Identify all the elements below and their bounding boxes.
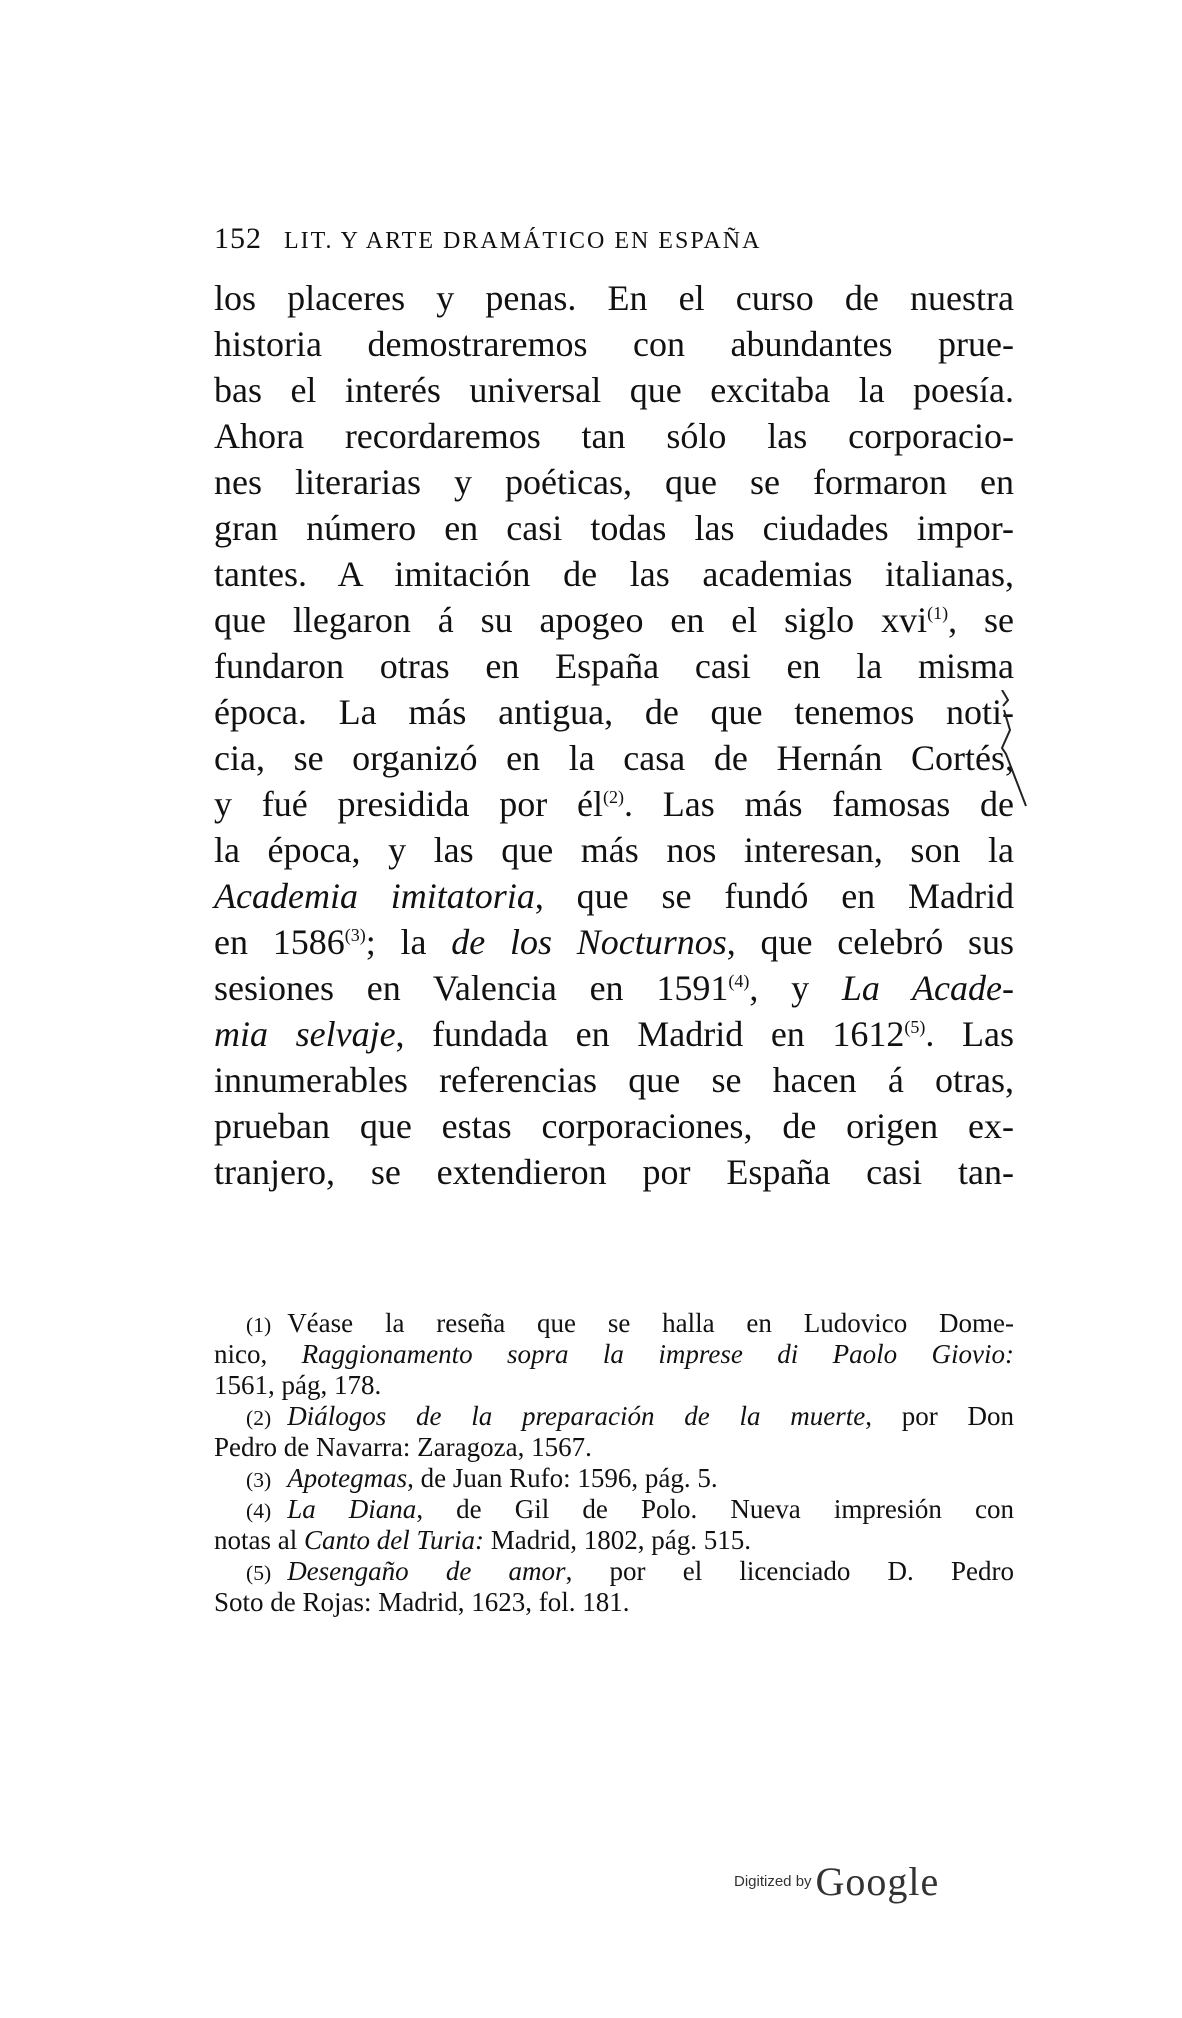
body-line [214,827,1014,873]
italic-title: de los Nocturnos [451,922,727,962]
body-line [214,321,1014,367]
digitized-watermark [734,1858,939,1905]
footnote-line [214,1525,1014,1556]
italic-title: Raggionamento sopra la imprese di Paolo Giovio: [301,1339,1014,1369]
text: nes literarias y poéticas, que se formaron en [214,462,1014,502]
italic-title: mia selvaje [214,1014,396,1054]
margin-pencil-stroke [1002,690,1026,806]
footnote-2 [214,1401,1014,1432]
italic-title: La Acade- [841,968,1014,1008]
footnote-mark: (5) [246,1561,272,1585]
body-line [214,643,1014,689]
body-line [214,551,1014,597]
body-line [214,919,1014,965]
body-line [214,873,1014,919]
body-line [214,459,1014,505]
footnote-ref-5: (5) [904,1017,926,1037]
text: fundaron otras en España casi en la misma [214,646,1014,686]
text: tantes. A imitación de las academias italianas, [214,554,1014,594]
text: bas el interés universal que excitaba la poesía. [214,370,1014,410]
italic-title: Diálogos de la preparación de la muerte [287,1401,866,1431]
text: , fundada en Madrid en 1612 [395,1014,905,1054]
text: cia, se organizó en la casa de Hernán Cortés, [214,738,1014,778]
text: nico, [214,1339,302,1369]
page-number: 152 [214,222,262,255]
footnote-line [214,1370,1014,1401]
text: historia demostraremos con abundantes prue- [214,324,1014,364]
text: Véase la reseña que se halla en Ludovico Dome- [287,1308,1014,1338]
body-line [214,505,1014,551]
text: prueban que estas corporaciones, de origen ex- [214,1106,1014,1146]
body-line [214,965,1014,1011]
text: sesiones en Valencia en 1591 [214,968,729,1008]
body-line [214,689,1014,735]
footnote-mark: (2) [246,1406,272,1430]
text: la época, y las que más nos interesan, son la [214,830,1014,870]
text: Ahora recordaremos tan sólo las corporacio- [214,416,1014,456]
body-line [214,781,1014,827]
body-text [214,275,1014,1195]
text: , de Juan Rufo: 1596, pág. 5. [407,1463,718,1493]
footnote-mark: (1) [246,1313,272,1337]
text: notas al [214,1525,304,1555]
text: que llegaron á su apogeo en el siglo xvi [214,600,928,640]
text: . Las [925,1014,1014,1054]
text: Soto de Rojas: Madrid, 1623, fol. 181. [214,1587,630,1617]
body-line [214,1057,1014,1103]
footnote-4 [214,1494,1014,1525]
text: gran número en casi todas las ciudades impor- [214,508,1014,548]
footnotes [214,1308,1014,1618]
margin-pencil-mark [1000,690,1060,830]
italic-title: La Diana [287,1494,417,1524]
body-line [214,275,1014,321]
footnote-5 [214,1556,1014,1587]
body-line [214,367,1014,413]
text: ; la [365,922,452,962]
text: época. La más antigua, de que tenemos noti- [214,692,1014,732]
text: en 1586 [214,922,345,962]
footnote-line [214,1432,1014,1463]
text: tranjero, se extendieron por España casi tan- [214,1152,1014,1192]
body-line [214,1149,1014,1195]
footnote-ref-3: (3) [344,925,366,945]
watermark-prefix: Digitized by [734,1873,812,1890]
text: , que se fundó en Madrid [534,876,1014,916]
text: Madrid, 1802, pág. 515. [484,1525,751,1555]
footnote-ref-1: (1) [927,603,949,623]
body-line [214,735,1014,781]
footnote-1 [214,1308,1014,1339]
text: Pedro de Navarra: Zaragoza, 1567. [214,1432,592,1462]
footnote-ref-2: (2) [602,787,624,807]
text: , se [948,600,1014,640]
footnote-line [214,1339,1014,1370]
running-title: LIT. Y ARTE DRAMÁTICO EN ESPAÑA [284,228,762,254]
italic-title: Apotegmas [287,1463,408,1493]
italic-title: Desengaño de amor [287,1556,566,1586]
italic-title: Academia imitatoria [214,876,535,916]
footnote-mark: (4) [246,1499,272,1523]
italic-title: Canto del Turia: [303,1525,485,1555]
body-line [214,1103,1014,1149]
text: , que celebró sus [726,922,1014,962]
text: y fué presidida por él [214,784,603,824]
footnote-line [214,1587,1014,1618]
running-header [214,222,1014,256]
watermark-brand: Google [815,1859,940,1904]
footnote-ref-4: (4) [728,971,750,991]
text: , por Don [865,1401,1014,1431]
body-line [214,1011,1014,1057]
text: los placeres y penas. En el curso de nuestra [214,278,1014,318]
text: 1561, pág, 178. [214,1370,382,1400]
footnote-3 [214,1463,1014,1494]
footnote-mark: (3) [246,1468,272,1492]
text: , y [749,968,842,1008]
text: , por el licenciado D. Pedro [565,1556,1014,1586]
body-line [214,413,1014,459]
text: . Las más famosas de [623,784,1014,824]
text: , de Gil de Polo. Nueva impresión con [416,1494,1014,1524]
body-line [214,597,1014,643]
text: innumerables referencias que se hacen á otras, [214,1060,1014,1100]
